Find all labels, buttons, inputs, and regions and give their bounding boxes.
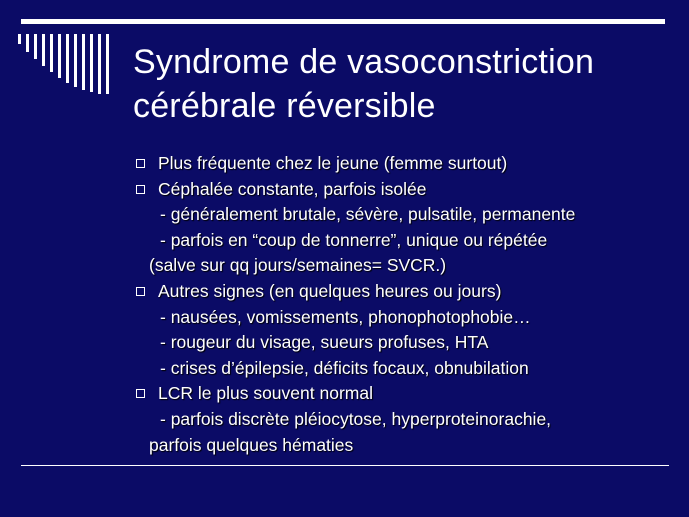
- item-text: parfois quelques hématies: [149, 434, 354, 455]
- item-text: - parfois en “coup de tonnerre”, unique ou répétée: [160, 229, 548, 250]
- bullet-item: [133, 177, 673, 203]
- slide-title-line-2: cérébrale réversible: [133, 87, 436, 125]
- item-text: - rougeur du visage, sueurs profuses, HTA: [160, 332, 489, 353]
- top-divider-bar: [21, 19, 665, 24]
- item-text: - parfois discrète pléiocytose, hyperproteinorachie,: [160, 408, 552, 429]
- sub-item: [133, 433, 673, 459]
- hollow-square-icon: [136, 287, 145, 296]
- bullet-item: [133, 381, 673, 407]
- item-text: Autres signes (en quelques heures ou jours): [158, 280, 502, 301]
- bottom-divider-line: [21, 465, 669, 466]
- slide-title-line-1: Syndrome de vasoconstriction: [133, 43, 595, 81]
- bullet-item: [133, 151, 673, 177]
- hollow-square-icon: [136, 389, 145, 398]
- item-text: (salve sur qq jours/semaines= SVCR.): [149, 255, 447, 276]
- item-text: - généralement brutale, sévère, pulsatile, permanente: [160, 204, 576, 225]
- sub-item: [133, 356, 673, 382]
- slide-body-list: [133, 151, 673, 458]
- sub-item: [133, 305, 673, 331]
- hollow-square-icon: [136, 185, 145, 194]
- sub-item: [133, 407, 673, 433]
- item-text: Plus fréquente chez le jeune (femme surtout): [158, 153, 508, 173]
- item-text: LCR le plus souvent normal: [158, 383, 373, 404]
- bullet-item: [133, 279, 673, 305]
- sub-item: [133, 228, 673, 254]
- hollow-square-icon: [136, 159, 145, 168]
- item-text: - crises d’épilepsie, déficits focaux, obnubilation: [160, 357, 529, 378]
- sub-item: [133, 202, 673, 228]
- sub-item: [133, 330, 673, 356]
- slide-title: [133, 40, 673, 128]
- decorative-stripes-graphic: [18, 34, 110, 94]
- item-text: Céphalée constante, parfois isolée: [158, 178, 427, 199]
- item-text: - nausées, vomissements, phonophotophobie…: [160, 306, 531, 327]
- sub-item: [133, 253, 673, 279]
